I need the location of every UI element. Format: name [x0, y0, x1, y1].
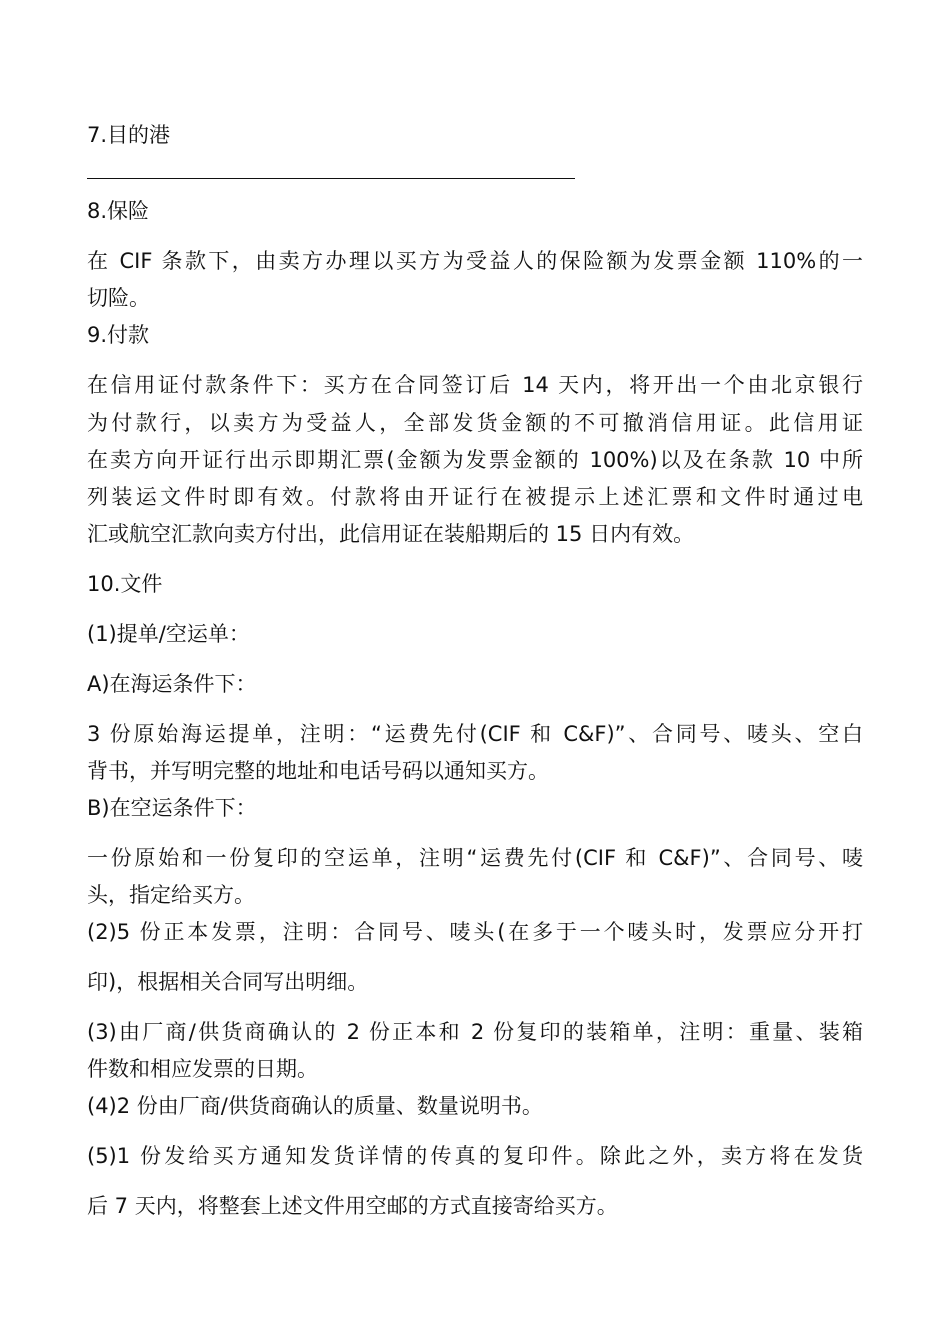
quality-certificate-text-line: (4)2 份由厂商/供货商确认的质量、数量说明书。: [87, 1094, 543, 1118]
blank-underline: [87, 178, 575, 179]
fax-copy-text-line: 后 7 天内，将整套上述文件用空邮的方式直接寄给买方。: [87, 1194, 618, 1218]
payment-text-line: 在信用证付款条件下：买方在合同签订后 14 天内，将开出一个由北京银行: [87, 373, 863, 397]
air-bill-text-line: 头，指定给买方。: [87, 883, 255, 907]
insurance-text-line: 切险。: [87, 286, 150, 310]
packing-list-text-line: (3)由厂商/供货商确认的 2 份正本和 2 份复印的装箱单，注明：重量、装箱: [87, 1020, 863, 1044]
subsection-1-heading: (1)提单/空运单：: [87, 622, 250, 646]
invoice-text-line: 印)，根据相关合同写出明细。: [87, 970, 369, 994]
payment-text-line: 汇或航空汇款向卖方付出，此信用证在装船期后的 15 日内有效。: [87, 522, 695, 546]
air-bill-text-line: 一份原始和一份复印的空运单，注明“运费先付(CIF 和 C&F)”、合同号、唛: [87, 846, 863, 870]
section-9-heading: 9.付款: [87, 323, 150, 347]
payment-text-line: 为付款行，以卖方为受益人，全部发货金额的不可撤消信用证。此信用证: [87, 411, 863, 435]
subsection-a-heading: A)在海运条件下：: [87, 672, 257, 696]
payment-text-line: 列装运文件时即有效。付款将由开证行在被提示上述汇票和文件时通过电: [87, 485, 863, 509]
sea-bill-text-line: 3 份原始海运提单，注明：“运费先付(CIF 和 C&F)”、合同号、唛头、空白: [87, 722, 863, 746]
section-7-heading: 7.目的港: [87, 123, 171, 147]
fax-copy-text-line: (5)1 份发给买方通知发货详情的传真的复印件。除此之外，卖方将在发货: [87, 1144, 863, 1168]
invoice-text-line: (2)5 份正本发票，注明：合同号、唛头(在多于一个唛头时，发票应分开打: [87, 920, 863, 944]
payment-text-line: 在卖方向开证行出示即期汇票(金额为发票金额的 100%)以及在条款 10 中所: [87, 448, 863, 472]
insurance-text-line: 在 CIF 条款下，由卖方办理以买方为受益人的保险额为发票金额 110%的一: [87, 249, 863, 273]
section-8-heading: 8.保险: [87, 199, 150, 223]
section-10-heading: 10.文件: [87, 572, 163, 596]
sea-bill-text-line: 背书，并写明完整的地址和电话号码以通知买方。: [87, 759, 549, 783]
subsection-b-heading: B)在空运条件下：: [87, 796, 257, 820]
packing-list-text-line: 件数和相应发票的日期。: [87, 1057, 318, 1081]
